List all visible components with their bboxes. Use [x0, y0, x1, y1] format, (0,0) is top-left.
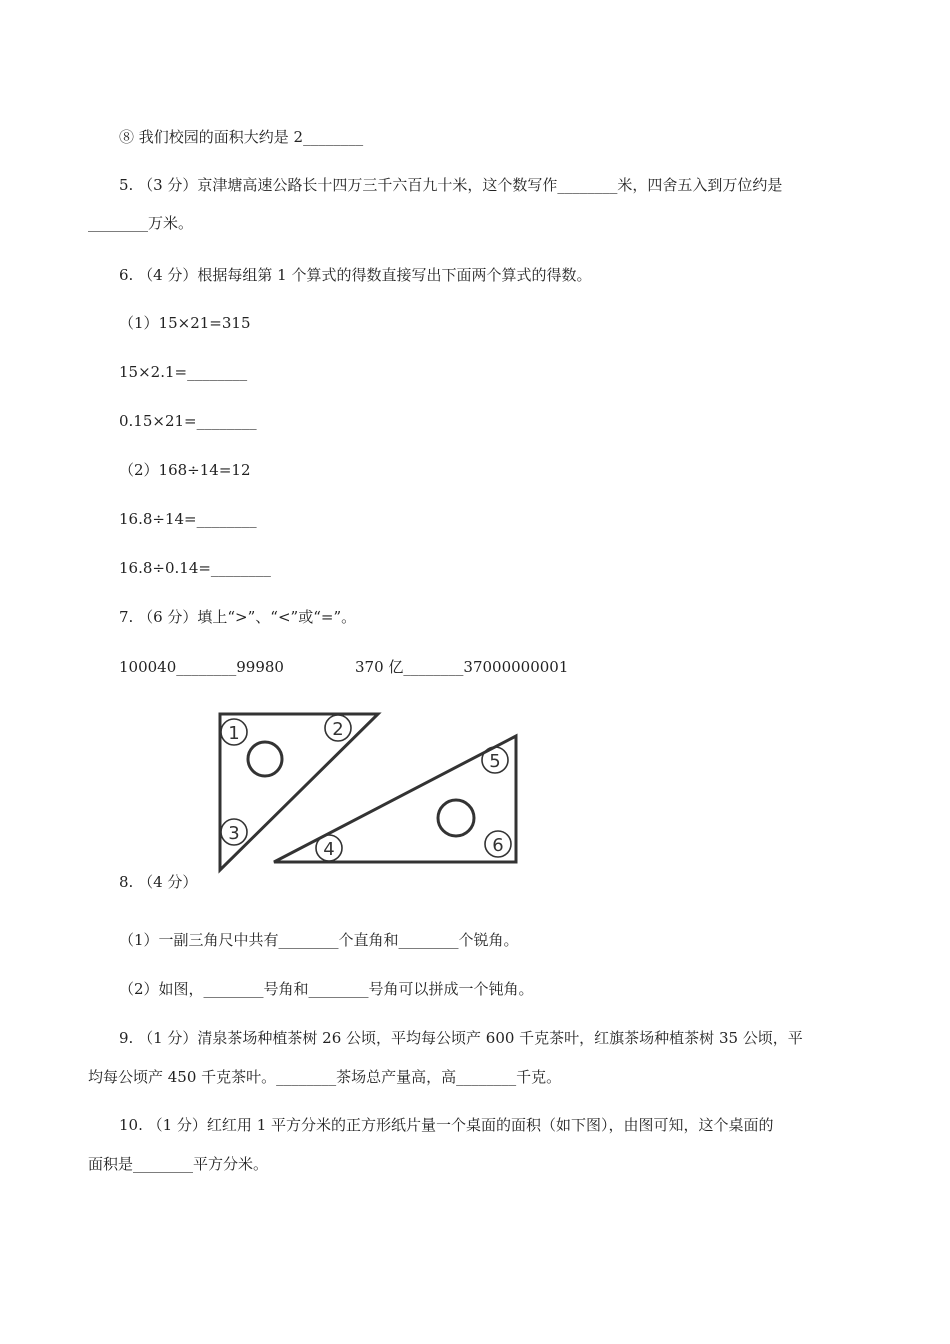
q6-part1: （1）15×21=315	[119, 314, 251, 332]
q10-line2: 面积是________平方分米。	[88, 1155, 269, 1173]
q5-line1: 5. （3 分）京津塘高速公路长十四万三千六百九十米，这个数写作________米，四舍五入到万位约是	[119, 176, 783, 194]
q10-line1: 10. （1 分）红红用 1 平方分米的正方形纸片量一个桌面的面积（如下图），由图可知，这个桌面的	[119, 1116, 774, 1134]
angle-label-3: 3	[228, 823, 240, 844]
q6-heading: 6. （4 分）根据每组第 1 个算式的得数直接写出下面两个算式的得数。	[119, 266, 592, 284]
hole-right	[438, 800, 474, 836]
q6-part2-b: 16.8÷0.14=________	[119, 559, 271, 577]
angle-label-1: 1	[228, 723, 240, 744]
triangle-right	[274, 736, 516, 862]
q6-part2: （2）168÷14=12	[119, 461, 251, 479]
q7-compare-a: 100040________99980	[119, 658, 284, 676]
q6-part1-a: 15×2.1=________	[119, 363, 248, 381]
angle-label-2: 2	[332, 719, 344, 740]
q8-part1: （1）一副三角尺中共有________个直角和________个锐角。	[119, 931, 519, 949]
angle-label-5: 5	[489, 751, 501, 772]
q4-item8: ⑧ 我们校园的面积大约是 2________	[119, 128, 364, 146]
q5-line2: ________万米。	[88, 214, 194, 232]
q6-part1-b: 0.15×21=________	[119, 412, 257, 430]
q8-heading: 8. （4 分）	[119, 873, 198, 891]
angle-label-4: 4	[323, 839, 335, 860]
set-square-figure	[210, 706, 530, 878]
triangle-left	[220, 714, 378, 870]
q9-line2: 均每公顷产 450 千克茶叶。________茶场总产量高，高________千克。	[88, 1068, 562, 1086]
q7-heading: 7. （6 分）填上“>”、“<”或“=”。	[119, 608, 357, 626]
q8-part2: （2）如图，________号角和________号角可以拼成一个钝角。	[119, 980, 534, 998]
hole-left	[248, 742, 282, 776]
q6-part2-a: 16.8÷14=________	[119, 510, 257, 528]
angle-label-6: 6	[492, 835, 504, 856]
q7-compare-b: 370 亿________37000000001	[355, 658, 569, 676]
q9-line1: 9. （1 分）清泉茶场种植茶树 26 公顷，平均每公顷产 600 千克茶叶，红旗茶场种植茶树 35 公顷，平	[119, 1029, 803, 1047]
